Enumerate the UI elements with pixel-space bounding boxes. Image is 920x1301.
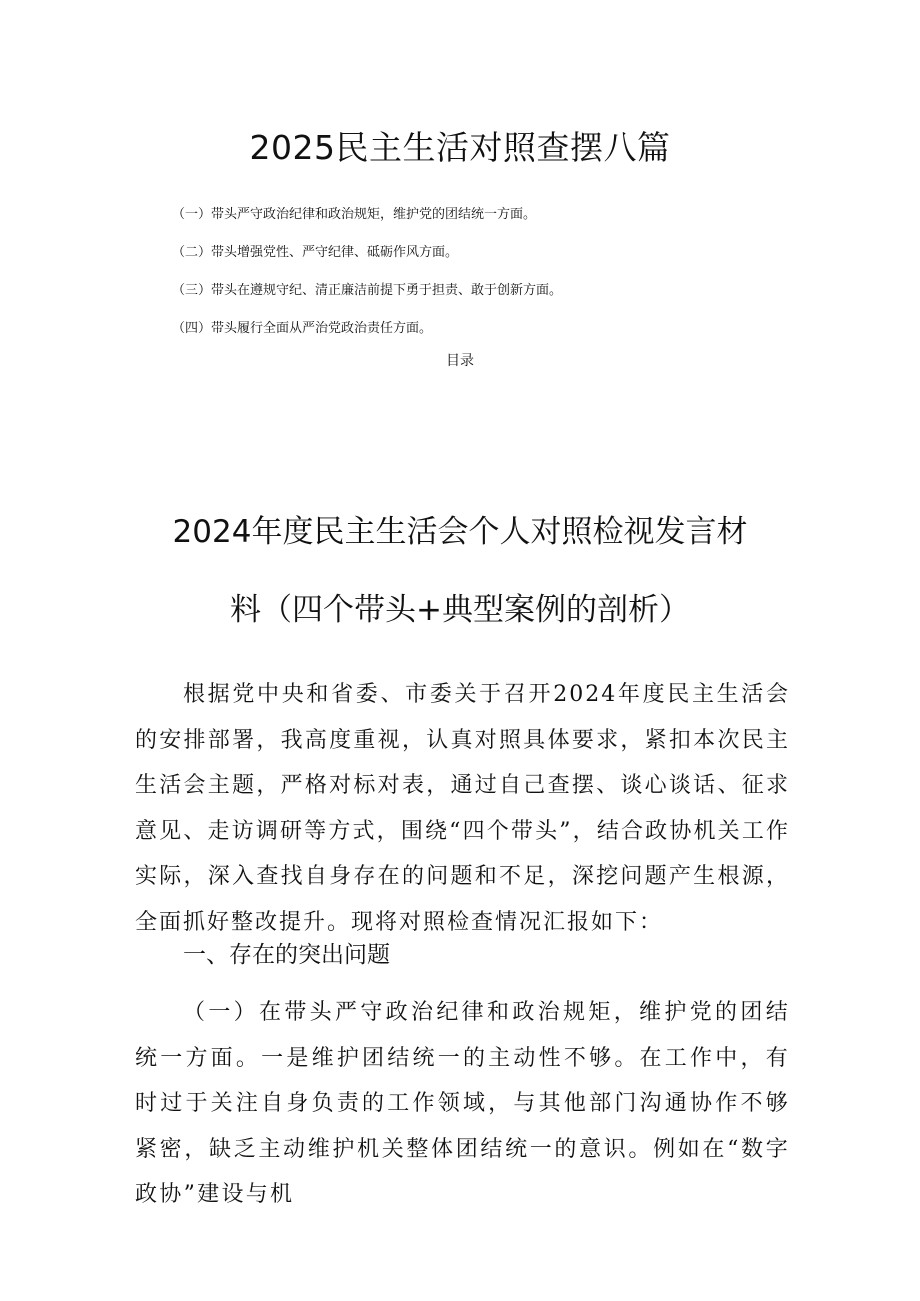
toc-item: （三）带头在遵规守纪、清正廉洁前提下勇于担责、敢于创新方面。 — [172, 283, 563, 298]
speech-title-line-1: 2024年度民主生活会个人对照检视发言材 — [172, 514, 748, 550]
section-paragraph: （一）在带头严守政治纪律和政治规矩，维护党的团结统一方面。一是维护团结统一的主动性不够。在工作中，有时过于关注自身负责的工作领域，与其他部门沟通协作不够紧密，缺乏主动维护机关整体团结统一的意识。例如在“数字政协”建设与机 — [135, 1000, 790, 1207]
toc-item: （二）带头增强党性、严守纪律、砥砺作风方面。 — [172, 245, 459, 260]
toc-item: （一）带头严守政治纪律和政治规矩，维护党的团结统一方面。 — [172, 207, 537, 222]
section-heading: 一、存在的突出问题 — [183, 942, 390, 968]
toc-heading: 目录 — [446, 353, 474, 369]
toc-list — [172, 196, 792, 348]
intro-paragraph: 根据党中央和省委、市委关于召开2024年度民主生活会的安排部署，我高度重视，认真对照具体要求，紧扣本次民主生活会主题，严格对标对表，通过自己查摆、谈心谈话、征求意见、走访调研等方式，围绕“四个带头”，结合政协机关工作实际，深入查找自身存在的问题和不足，深挖问题产生根源，全面抓好整改提升。现将对照检查情况汇报如下： — [135, 682, 790, 935]
speech-title-line-2: 料（四个带头+典型案例的剖析） — [230, 592, 690, 628]
document-title: 2025民主生活对照查摆八篇 — [249, 128, 671, 167]
toc-item: （四）带头履行全面从严治党政治责任方面。 — [172, 321, 433, 336]
